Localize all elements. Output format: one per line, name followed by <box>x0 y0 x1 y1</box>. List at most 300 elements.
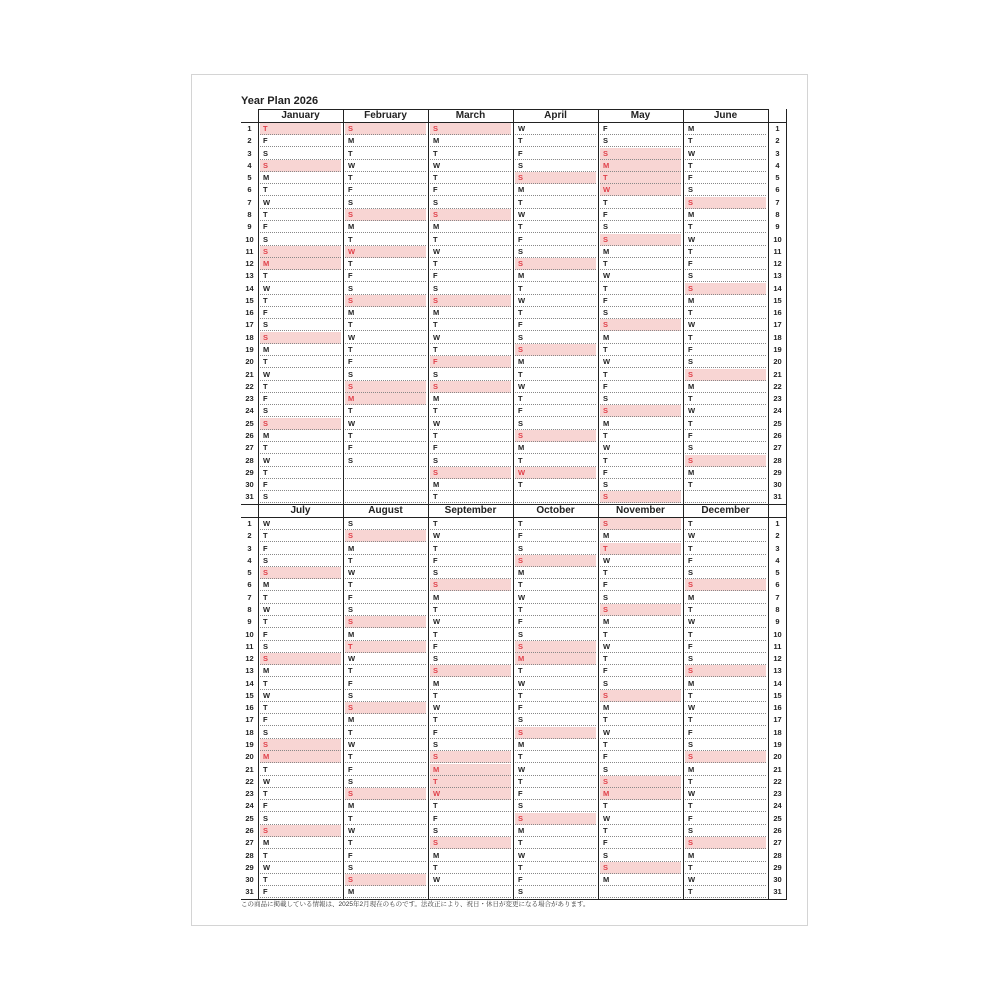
day-cell[interactable] <box>430 690 511 702</box>
day-cell[interactable] <box>345 837 426 849</box>
holiday-cell[interactable] <box>600 405 681 417</box>
day-cell[interactable] <box>600 813 681 825</box>
day-cell[interactable] <box>345 270 426 282</box>
day-cell[interactable] <box>260 616 341 628</box>
day-cell[interactable] <box>430 258 511 270</box>
day-cell[interactable] <box>345 197 426 209</box>
holiday-cell[interactable] <box>260 653 341 665</box>
holiday-cell[interactable] <box>430 776 511 788</box>
day-cell[interactable] <box>685 270 766 282</box>
holiday-cell[interactable] <box>430 751 511 763</box>
day-cell[interactable] <box>430 197 511 209</box>
day-cell[interactable] <box>515 616 596 628</box>
holiday-cell[interactable] <box>515 172 596 184</box>
day-cell[interactable] <box>685 221 766 233</box>
day-cell[interactable] <box>685 641 766 653</box>
day-cell[interactable] <box>685 405 766 417</box>
holiday-cell[interactable] <box>430 209 511 221</box>
day-cell[interactable] <box>430 455 511 467</box>
day-cell[interactable] <box>685 393 766 405</box>
day-cell[interactable] <box>515 442 596 454</box>
day-cell[interactable] <box>515 319 596 331</box>
day-cell[interactable] <box>515 690 596 702</box>
day-cell[interactable] <box>685 543 766 555</box>
day-cell[interactable] <box>260 197 341 209</box>
day-cell[interactable] <box>685 172 766 184</box>
day-cell[interactable] <box>260 148 341 160</box>
day-cell[interactable] <box>260 714 341 726</box>
day-cell[interactable] <box>430 405 511 417</box>
holiday-cell[interactable] <box>685 751 766 763</box>
day-cell[interactable] <box>685 616 766 628</box>
day-cell[interactable] <box>685 295 766 307</box>
day-cell[interactable] <box>345 184 426 196</box>
day-cell[interactable] <box>600 579 681 591</box>
day-cell[interactable] <box>515 418 596 430</box>
day-cell[interactable] <box>600 678 681 690</box>
day-cell[interactable] <box>345 405 426 417</box>
day-cell[interactable] <box>260 592 341 604</box>
day-cell[interactable] <box>515 234 596 246</box>
day-cell[interactable] <box>685 442 766 454</box>
day-cell[interactable] <box>430 148 511 160</box>
day-cell[interactable] <box>430 604 511 616</box>
day-cell[interactable] <box>515 393 596 405</box>
holiday-cell[interactable] <box>345 393 426 405</box>
day-cell[interactable] <box>260 862 341 874</box>
day-cell[interactable] <box>260 172 341 184</box>
day-cell[interactable] <box>685 714 766 726</box>
day-cell[interactable] <box>515 295 596 307</box>
day-cell[interactable] <box>260 369 341 381</box>
day-cell[interactable] <box>600 641 681 653</box>
day-cell[interactable] <box>600 653 681 665</box>
day-cell[interactable] <box>685 467 766 479</box>
holiday-cell[interactable] <box>515 258 596 270</box>
holiday-cell[interactable] <box>600 776 681 788</box>
day-cell[interactable] <box>600 307 681 319</box>
holiday-cell[interactable] <box>515 430 596 442</box>
day-cell[interactable] <box>600 418 681 430</box>
day-cell[interactable] <box>260 295 341 307</box>
day-cell[interactable] <box>515 135 596 147</box>
day-cell[interactable] <box>345 555 426 567</box>
day-cell[interactable] <box>430 418 511 430</box>
day-cell[interactable] <box>685 825 766 837</box>
day-cell[interactable] <box>685 886 766 898</box>
day-cell[interactable] <box>345 418 426 430</box>
day-cell[interactable] <box>260 800 341 812</box>
day-cell[interactable] <box>685 344 766 356</box>
day-cell[interactable] <box>600 197 681 209</box>
holiday-cell[interactable] <box>260 751 341 763</box>
day-cell[interactable] <box>260 479 341 491</box>
day-cell[interactable] <box>260 135 341 147</box>
holiday-cell[interactable] <box>600 319 681 331</box>
holiday-cell[interactable] <box>685 455 766 467</box>
day-cell[interactable] <box>430 393 511 405</box>
day-cell[interactable] <box>430 172 511 184</box>
holiday-cell[interactable] <box>600 491 681 503</box>
day-cell[interactable] <box>260 604 341 616</box>
day-cell[interactable] <box>685 530 766 542</box>
holiday-cell[interactable] <box>260 567 341 579</box>
day-cell[interactable] <box>430 518 511 530</box>
day-cell[interactable] <box>345 518 426 530</box>
day-cell[interactable] <box>685 592 766 604</box>
day-cell[interactable] <box>345 886 426 898</box>
day-cell[interactable] <box>345 850 426 862</box>
day-cell[interactable] <box>430 825 511 837</box>
day-cell[interactable] <box>345 319 426 331</box>
day-cell[interactable] <box>260 874 341 886</box>
day-cell[interactable] <box>260 319 341 331</box>
day-cell[interactable] <box>260 283 341 295</box>
holiday-cell[interactable] <box>600 160 681 172</box>
day-cell[interactable] <box>685 788 766 800</box>
day-cell[interactable] <box>600 123 681 135</box>
day-cell[interactable] <box>345 690 426 702</box>
day-cell[interactable] <box>430 135 511 147</box>
day-cell[interactable] <box>515 629 596 641</box>
day-cell[interactable] <box>515 221 596 233</box>
day-cell[interactable] <box>600 837 681 849</box>
day-cell[interactable] <box>515 123 596 135</box>
day-cell[interactable] <box>260 381 341 393</box>
holiday-cell[interactable] <box>345 246 426 258</box>
day-cell[interactable] <box>430 479 511 491</box>
day-cell[interactable] <box>345 567 426 579</box>
holiday-cell[interactable] <box>345 874 426 886</box>
day-cell[interactable] <box>685 874 766 886</box>
holiday-cell[interactable] <box>515 653 596 665</box>
holiday-cell[interactable] <box>515 813 596 825</box>
day-cell[interactable] <box>345 160 426 172</box>
day-cell[interactable] <box>600 764 681 776</box>
day-cell[interactable] <box>260 491 341 503</box>
day-cell[interactable] <box>430 344 511 356</box>
holiday-cell[interactable] <box>685 837 766 849</box>
day-cell[interactable] <box>345 862 426 874</box>
day-cell[interactable] <box>260 727 341 739</box>
day-cell[interactable] <box>515 678 596 690</box>
day-cell[interactable] <box>430 850 511 862</box>
holiday-cell[interactable] <box>600 172 681 184</box>
holiday-cell[interactable] <box>600 690 681 702</box>
day-cell[interactable] <box>260 307 341 319</box>
day-cell[interactable] <box>685 567 766 579</box>
day-cell[interactable] <box>515 764 596 776</box>
day-cell[interactable] <box>515 148 596 160</box>
day-cell[interactable] <box>600 246 681 258</box>
day-cell[interactable] <box>685 209 766 221</box>
holiday-cell[interactable] <box>430 579 511 591</box>
day-cell[interactable] <box>600 381 681 393</box>
day-cell[interactable] <box>345 579 426 591</box>
day-cell[interactable] <box>345 455 426 467</box>
day-cell[interactable] <box>260 518 341 530</box>
day-cell[interactable] <box>430 641 511 653</box>
holiday-cell[interactable] <box>600 543 681 555</box>
holiday-cell[interactable] <box>685 283 766 295</box>
day-cell[interactable] <box>515 604 596 616</box>
day-cell[interactable] <box>515 381 596 393</box>
holiday-cell[interactable] <box>260 739 341 751</box>
holiday-cell[interactable] <box>600 604 681 616</box>
holiday-cell[interactable] <box>685 665 766 677</box>
day-cell[interactable] <box>685 850 766 862</box>
holiday-cell[interactable] <box>260 418 341 430</box>
day-cell[interactable] <box>430 270 511 282</box>
day-cell[interactable] <box>430 714 511 726</box>
day-cell[interactable] <box>600 874 681 886</box>
day-cell[interactable] <box>260 221 341 233</box>
day-cell[interactable] <box>685 702 766 714</box>
day-cell[interactable] <box>685 776 766 788</box>
day-cell[interactable] <box>515 479 596 491</box>
day-cell[interactable] <box>600 727 681 739</box>
day-cell[interactable] <box>600 332 681 344</box>
day-cell[interactable] <box>685 518 766 530</box>
day-cell[interactable] <box>345 344 426 356</box>
day-cell[interactable] <box>430 653 511 665</box>
day-cell[interactable] <box>685 653 766 665</box>
day-cell[interactable] <box>345 430 426 442</box>
day-cell[interactable] <box>600 344 681 356</box>
day-cell[interactable] <box>260 678 341 690</box>
holiday-cell[interactable] <box>600 184 681 196</box>
day-cell[interactable] <box>600 555 681 567</box>
day-cell[interactable] <box>430 629 511 641</box>
day-cell[interactable] <box>430 319 511 331</box>
day-cell[interactable] <box>260 356 341 368</box>
day-cell[interactable] <box>515 579 596 591</box>
holiday-cell[interactable] <box>600 518 681 530</box>
day-cell[interactable] <box>515 543 596 555</box>
day-cell[interactable] <box>260 442 341 454</box>
holiday-cell[interactable] <box>685 197 766 209</box>
day-cell[interactable] <box>515 356 596 368</box>
day-cell[interactable] <box>685 135 766 147</box>
day-cell[interactable] <box>685 629 766 641</box>
day-cell[interactable] <box>430 430 511 442</box>
day-cell[interactable] <box>260 629 341 641</box>
day-cell[interactable] <box>515 184 596 196</box>
day-cell[interactable] <box>260 209 341 221</box>
holiday-cell[interactable] <box>260 160 341 172</box>
day-cell[interactable] <box>515 702 596 714</box>
day-cell[interactable] <box>685 727 766 739</box>
day-cell[interactable] <box>600 567 681 579</box>
day-cell[interactable] <box>345 234 426 246</box>
holiday-cell[interactable] <box>430 123 511 135</box>
day-cell[interactable] <box>260 886 341 898</box>
day-cell[interactable] <box>345 172 426 184</box>
day-cell[interactable] <box>430 727 511 739</box>
day-cell[interactable] <box>515 837 596 849</box>
day-cell[interactable] <box>600 751 681 763</box>
day-cell[interactable] <box>345 727 426 739</box>
day-cell[interactable] <box>515 739 596 751</box>
holiday-cell[interactable] <box>600 788 681 800</box>
day-cell[interactable] <box>515 592 596 604</box>
day-cell[interactable] <box>260 455 341 467</box>
day-cell[interactable] <box>685 160 766 172</box>
day-cell[interactable] <box>430 234 511 246</box>
day-cell[interactable] <box>600 800 681 812</box>
day-cell[interactable] <box>685 148 766 160</box>
day-cell[interactable] <box>600 665 681 677</box>
day-cell[interactable] <box>600 135 681 147</box>
day-cell[interactable] <box>515 874 596 886</box>
day-cell[interactable] <box>430 307 511 319</box>
day-cell[interactable] <box>260 850 341 862</box>
day-cell[interactable] <box>260 776 341 788</box>
day-cell[interactable] <box>515 209 596 221</box>
day-cell[interactable] <box>260 764 341 776</box>
day-cell[interactable] <box>600 592 681 604</box>
day-cell[interactable] <box>600 825 681 837</box>
day-cell[interactable] <box>260 430 341 442</box>
day-cell[interactable] <box>345 442 426 454</box>
holiday-cell[interactable] <box>430 837 511 849</box>
day-cell[interactable] <box>345 369 426 381</box>
day-cell[interactable] <box>430 616 511 628</box>
day-cell[interactable] <box>685 356 766 368</box>
day-cell[interactable] <box>260 837 341 849</box>
day-cell[interactable] <box>260 543 341 555</box>
day-cell[interactable] <box>430 332 511 344</box>
day-cell[interactable] <box>430 592 511 604</box>
day-cell[interactable] <box>515 862 596 874</box>
holiday-cell[interactable] <box>600 862 681 874</box>
day-cell[interactable] <box>685 862 766 874</box>
holiday-cell[interactable] <box>345 788 426 800</box>
day-cell[interactable] <box>345 283 426 295</box>
holiday-cell[interactable] <box>515 555 596 567</box>
day-cell[interactable] <box>600 430 681 442</box>
day-cell[interactable] <box>600 850 681 862</box>
day-cell[interactable] <box>600 714 681 726</box>
day-cell[interactable] <box>515 307 596 319</box>
holiday-cell[interactable] <box>260 332 341 344</box>
day-cell[interactable] <box>685 319 766 331</box>
day-cell[interactable] <box>515 850 596 862</box>
day-cell[interactable] <box>430 160 511 172</box>
day-cell[interactable] <box>345 135 426 147</box>
holiday-cell[interactable] <box>600 234 681 246</box>
day-cell[interactable] <box>260 813 341 825</box>
day-cell[interactable] <box>685 123 766 135</box>
day-cell[interactable] <box>685 604 766 616</box>
day-cell[interactable] <box>345 764 426 776</box>
day-cell[interactable] <box>345 751 426 763</box>
holiday-cell[interactable] <box>685 369 766 381</box>
day-cell[interactable] <box>685 184 766 196</box>
day-cell[interactable] <box>260 665 341 677</box>
day-cell[interactable] <box>430 874 511 886</box>
day-cell[interactable] <box>685 332 766 344</box>
day-cell[interactable] <box>685 800 766 812</box>
day-cell[interactable] <box>600 393 681 405</box>
day-cell[interactable] <box>685 307 766 319</box>
day-cell[interactable] <box>685 418 766 430</box>
day-cell[interactable] <box>685 678 766 690</box>
day-cell[interactable] <box>600 467 681 479</box>
day-cell[interactable] <box>515 714 596 726</box>
day-cell[interactable] <box>430 813 511 825</box>
day-cell[interactable] <box>430 491 511 503</box>
day-cell[interactable] <box>600 258 681 270</box>
holiday-cell[interactable] <box>515 641 596 653</box>
day-cell[interactable] <box>260 467 341 479</box>
day-cell[interactable] <box>260 690 341 702</box>
day-cell[interactable] <box>515 455 596 467</box>
holiday-cell[interactable] <box>430 764 511 776</box>
day-cell[interactable] <box>600 479 681 491</box>
day-cell[interactable] <box>260 702 341 714</box>
day-cell[interactable] <box>430 567 511 579</box>
day-cell[interactable] <box>685 739 766 751</box>
day-cell[interactable] <box>515 567 596 579</box>
day-cell[interactable] <box>515 283 596 295</box>
day-cell[interactable] <box>260 234 341 246</box>
day-cell[interactable] <box>515 530 596 542</box>
holiday-cell[interactable] <box>345 641 426 653</box>
day-cell[interactable] <box>345 592 426 604</box>
holiday-cell[interactable] <box>345 702 426 714</box>
holiday-cell[interactable] <box>430 295 511 307</box>
day-cell[interactable] <box>515 825 596 837</box>
day-cell[interactable] <box>260 184 341 196</box>
day-cell[interactable] <box>345 653 426 665</box>
day-cell[interactable] <box>515 518 596 530</box>
holiday-cell[interactable] <box>260 825 341 837</box>
day-cell[interactable] <box>260 405 341 417</box>
holiday-cell[interactable] <box>430 788 511 800</box>
day-cell[interactable] <box>515 788 596 800</box>
day-cell[interactable] <box>345 543 426 555</box>
day-cell[interactable] <box>515 800 596 812</box>
holiday-cell[interactable] <box>345 209 426 221</box>
day-cell[interactable] <box>515 197 596 209</box>
day-cell[interactable] <box>430 221 511 233</box>
day-cell[interactable] <box>600 356 681 368</box>
holiday-cell[interactable] <box>345 530 426 542</box>
day-cell[interactable] <box>515 886 596 898</box>
day-cell[interactable] <box>430 442 511 454</box>
day-cell[interactable] <box>685 479 766 491</box>
day-cell[interactable] <box>260 270 341 282</box>
day-cell[interactable] <box>260 393 341 405</box>
day-cell[interactable] <box>430 702 511 714</box>
day-cell[interactable] <box>600 221 681 233</box>
day-cell[interactable] <box>600 283 681 295</box>
day-cell[interactable] <box>600 270 681 282</box>
day-cell[interactable] <box>600 739 681 751</box>
day-cell[interactable] <box>600 209 681 221</box>
day-cell[interactable] <box>600 616 681 628</box>
day-cell[interactable] <box>345 221 426 233</box>
holiday-cell[interactable] <box>260 258 341 270</box>
day-cell[interactable] <box>515 751 596 763</box>
day-cell[interactable] <box>345 307 426 319</box>
day-cell[interactable] <box>600 369 681 381</box>
day-cell[interactable] <box>260 579 341 591</box>
day-cell[interactable] <box>430 862 511 874</box>
holiday-cell[interactable] <box>345 381 426 393</box>
day-cell[interactable] <box>430 678 511 690</box>
